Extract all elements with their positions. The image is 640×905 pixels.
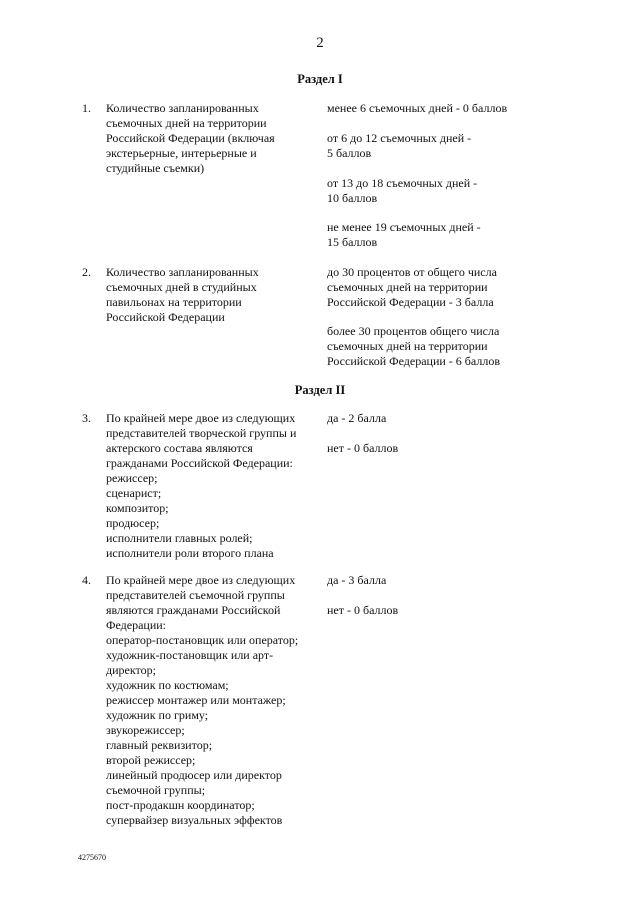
item-number-1: 1. [82,101,91,115]
item-score-1-4: не менее 19 съемочных дней - 15 баллов [327,220,481,249]
item-number-2: 2. [82,265,91,279]
item-score-3-2: нет - 0 баллов [327,441,399,455]
document-id: 4275670 [78,853,106,862]
item-description-1: Количество запланированных съемочных дней на территории Российской Федерации (включая экстерьерные, интерьерные и студийные съемки) [106,101,275,175]
item-description-2: Количество запланированных съемочных дней в студийных павильонах на территории Российской Федерации [106,265,259,324]
item-number-3: 3. [82,411,91,425]
item-score-1-3: от 13 до 18 съемочных дней - 10 баллов [327,176,478,205]
item-score-3-1: да - 2 балла [327,411,387,425]
item-score-2-1: до 30 процентов от общего числа съемочных дней на территории Российской Федерации - 3 балла [327,265,497,309]
item-description-3: По крайней мере двое из следующих представителей творческой группы и актерского состава являются гражданами Российской Федерации: режиссер; сценарист; композитор; продюсер; исполнители главных ролей; исполнители роли второго плана [106,411,297,560]
section-heading-2: Раздел II [294,383,346,397]
item-score-1-1: менее 6 съемочных дней - 0 баллов [327,101,508,115]
item-score-1-2: от 6 до 12 съемочных дней - 5 баллов [327,131,472,160]
item-number-4: 4. [82,573,91,587]
item-score-4-2: нет - 0 баллов [327,603,399,617]
page-number: 2 [316,35,324,51]
section-heading-1: Раздел I [297,72,343,86]
item-description-4: По крайней мере двое из следующих представителей съемочной группы являются гражданами Российской Федерации: оператор-постановщик или оператор; художник-постановщик или арт- директор; художник по костюмам; режиссер монтажер или монтажер; художник по гриму; звукорежиссер; главный реквизитор; второй режиссер; линейный продюсер или директор съемочной группы; пост-продакшн координатор; супервайзер визуальных эффектов [106,573,299,827]
item-score-4-1: да - 3 балла [327,573,387,587]
item-score-2-2: более 30 процентов общего числа съемочных дней на территории Российской Федерации - 6 баллов [327,324,500,368]
